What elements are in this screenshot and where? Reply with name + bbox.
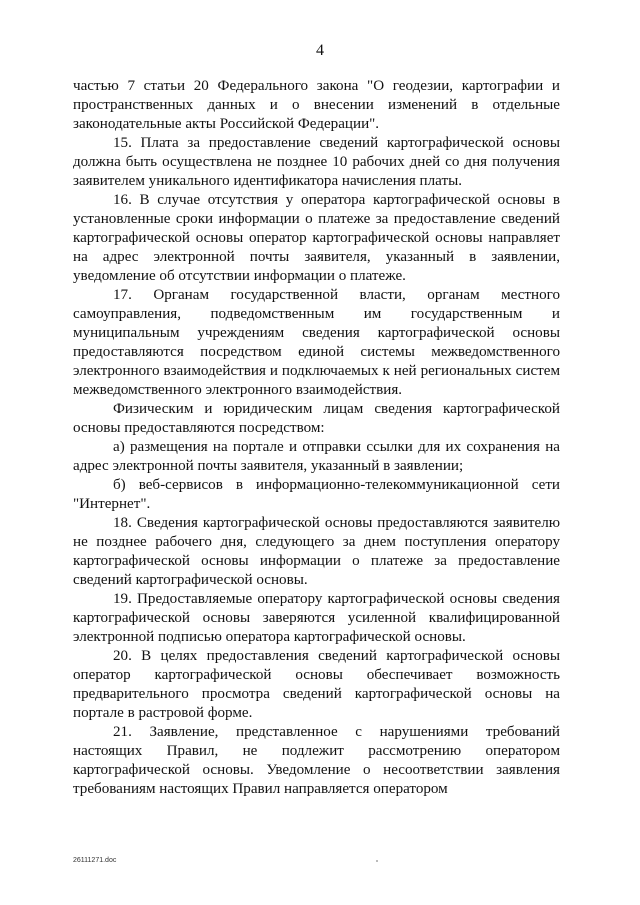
paragraph-20: 20. В целях предоставления сведений картографической основы оператор картографической основы обеспечивает возможность предварительного просмотра сведений картографической основы на портале в растровой форме. — [73, 648, 560, 721]
paragraph-17-individuals: Физическим и юридическим лицам сведения картографической основы предоставляются посредством: — [73, 401, 560, 436]
paragraph-continuation: частью 7 статьи 20 Федерального закона "О геодезии, картографии и пространственных данных и о внесении изменений в отдельные законодательные акты Российской Федерации". — [73, 78, 560, 132]
document-body — [73, 77, 560, 799]
paragraph-15: 15. Плата за предоставление сведений картографической основы должна быть осуществлена не позднее 10 рабочих дней со дня получения заявителем уникального идентификатора начисления платы. — [73, 135, 560, 189]
paragraph-21: 21. Заявление, представленное с нарушениями требований настоящих Правил, не подлежит рассмотрению оператором картографической основы. Уведомление о несоответствии заявления требованиям настоящих Правил направляется оператором — [73, 724, 560, 797]
paragraph-17-item-b: б) веб-сервисов в информационно-телекоммуникационной сети "Интернет". — [73, 477, 560, 512]
paragraph-17: 17. Органам государственной власти, органам местного самоуправления, подведомственным им государственным и муниципальным учреждениям сведения картографической основы предоставляются посредством единой системы межведомственного электронного взаимодействия и подключаемых к ней региональных систем межведомственного электронного взаимодействия. — [73, 287, 560, 398]
footer-filename: 26111271.doc — [73, 857, 117, 864]
paragraph-18: 18. Сведения картографической основы предоставляются заявителю не позднее рабочего дня, следующего за днем поступления оператору картографической основы информации о платеже за предоставление сведений картографической основы. — [73, 515, 560, 588]
paragraph-16: 16. В случае отсутствия у оператора картографической основы в установленные сроки информации о платеже за предоставление сведений картографической основы оператор картографической основы направляет на адрес электронной почты заявителя, указанный в заявлении, уведомление об отсутствии информации о платеже. — [73, 192, 560, 284]
paragraph-19: 19. Предоставляемые оператору картографической основы сведения картографической основы заверяются усиленной квалифицированной электронной подписью оператора картографической основы. — [73, 591, 560, 645]
paragraph-17-item-a: а) размещения на портале и отправки ссылки для их сохранения на адрес электронной почты заявителя, указанный в заявлении; — [73, 439, 560, 474]
page-number: 4 — [316, 42, 324, 59]
scan-dot — [376, 860, 378, 862]
